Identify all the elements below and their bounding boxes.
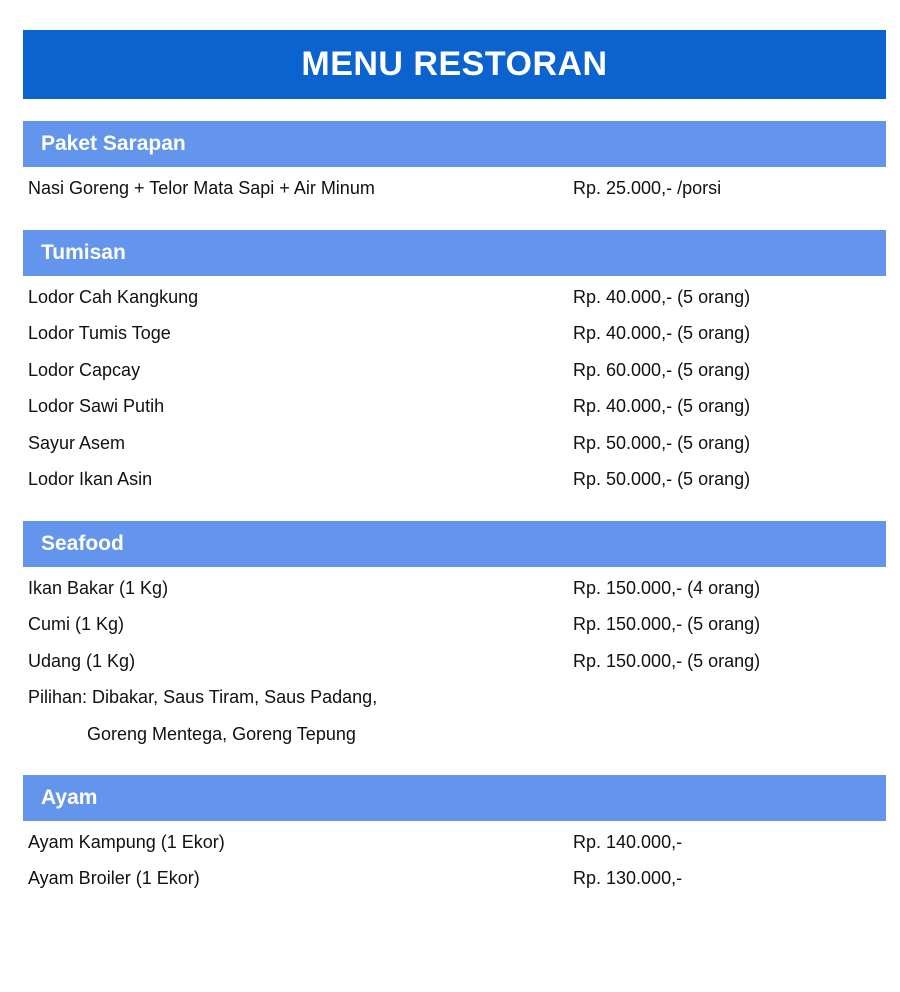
menu-item	[23, 643, 886, 679]
menu-item	[23, 461, 886, 497]
menu-item-price: Rp. 150.000,- (4 orang)	[573, 578, 761, 598]
menu-item	[23, 352, 886, 388]
section-title: Tumisan	[41, 241, 126, 264]
menu-item-price: Rp. 25.000,- /porsi	[573, 178, 722, 198]
section-seafood	[23, 521, 886, 752]
menu-item-name: Sayur Asem	[28, 432, 126, 453]
menu-list	[23, 170, 886, 206]
menu-item-name: Udang (1 Kg)	[28, 650, 136, 671]
section-header	[23, 121, 886, 167]
section-header	[23, 230, 886, 276]
menu-item-name: Ikan Bakar (1 Kg)	[28, 578, 169, 598]
menu-list	[23, 824, 886, 897]
menu-item-name: Lodor Cah Kangkung	[28, 287, 199, 307]
section-ayam	[23, 775, 886, 897]
menu-item-price: Rp. 60.000,- (5 orang)	[573, 359, 751, 380]
menu-item-price: Rp. 140.000,-	[573, 832, 683, 852]
menu-item-price: Rp. 150.000,- (5 orang)	[573, 650, 761, 671]
menu-note-line1: Pilihan: Dibakar, Saus Tiram, Saus Padang,	[28, 687, 378, 708]
menu-item-name: Ayam Kampung (1 Ekor)	[28, 832, 225, 852]
menu-item-name: Lodor Tumis Toge	[28, 323, 171, 344]
menu-item-price: Rp. 130.000,-	[573, 868, 683, 889]
menu-list	[23, 279, 886, 497]
section-title: Seafood	[41, 532, 124, 555]
menu-note	[23, 679, 886, 715]
menu-item	[23, 570, 886, 606]
menu-note	[23, 716, 886, 752]
section-title: Paket Sarapan	[41, 132, 186, 155]
menu-list	[23, 570, 886, 752]
menu-item	[23, 279, 886, 315]
menu-item-price: Rp. 40.000,- (5 orang)	[573, 396, 751, 417]
menu-item-price: Rp. 40.000,- (5 orang)	[573, 323, 751, 344]
menu-item	[23, 425, 886, 461]
menu-item-price: Rp. 50.000,- (5 orang)	[573, 432, 751, 453]
section-header	[23, 775, 886, 821]
menu-item-name: Ayam Broiler (1 Ekor)	[28, 868, 200, 889]
section-header	[23, 521, 886, 567]
page-title: MENU RESTORAN	[301, 45, 608, 83]
menu-item	[23, 170, 886, 206]
menu-item-price: Rp. 40.000,- (5 orang)	[573, 287, 751, 307]
menu-item-price: Rp. 150.000,- (5 orang)	[573, 614, 761, 635]
menu-item-price: Rp. 50.000,- (5 orang)	[573, 468, 751, 489]
section-tumisan	[23, 230, 886, 497]
menu-note-line2: Goreng Mentega, Goreng Tepung	[87, 723, 356, 744]
menu-item-name: Lodor Ikan Asin	[28, 468, 153, 489]
menu-item-name: Lodor Capcay	[28, 359, 141, 380]
menu-item	[23, 824, 886, 860]
menu-item	[23, 860, 886, 896]
menu-item-name: Cumi (1 Kg)	[28, 614, 125, 635]
section-title: Ayam	[41, 786, 98, 809]
menu-item	[23, 388, 886, 424]
section-paket-sarapan	[23, 121, 886, 206]
menu-item-name: Lodor Sawi Putih	[28, 396, 165, 417]
menu-item	[23, 315, 886, 351]
menu-item	[23, 606, 886, 642]
menu-title-banner	[23, 30, 886, 99]
menu-item-name: Nasi Goreng + Telor Mata Sapi + Air Minum	[28, 178, 375, 198]
